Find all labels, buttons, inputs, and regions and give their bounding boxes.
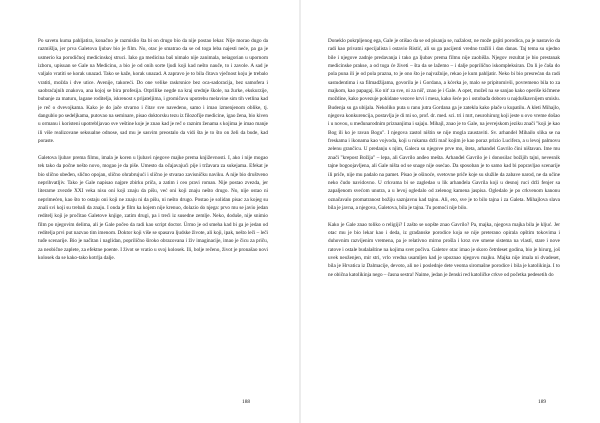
right-paragraph-2: Kako je Gale znao toliko o religiji? I zašto se uopšte znao Gavrilo? Pa, majka, njegova majka bila je kljuć. Jer otac mu je bio lekar kao i deda, iz građanske porodice koja se nije preterano opirala opštim tokovima i duhovnim razvijenim vremena, pa je relativno mirno prošla i kroz sve smene sistema na vlasti, stare i nove ratove i ostale budalaštine na kojima svet počiva. Galetov otac imao je skoro četrdeset godina, bio je hirurg, još uvek neoženjen, mir stri, vrlo vredna usamljen kad je upoznao njegovu majku. Majka nije imala ni dvadeset, bila je Hrvatica iz Dalmacije, devoto, ali ne i poslednje dete veoma siromašne porodice i bila je katolikinja. I to ne obična katolikinja nego – časna sestra! Naime, jedan je ženski red katoličke crkve od početka pedesetih do [328, 221, 560, 278]
left-paragraph-2: Galetova ljubav prema filmu, imala je koren u ljubavi njegove majke prema književnosti. I, ako i nije mogao tek tako da počne nešto novo, mogao je da piše. Umesto da očajavajući pije i tržavara za sukejama. Efekat je bio slično ubeđen, slično opojan, slično ohrabrujući i slično je stvarao zavisničku naviku. A nije bio društveno neprihvatljiv. Tako je Gale napisao najpre zbirku priča, a zatim i ceo pravi roman. Nije postao zvezda, jer literarne zvezde XXI veka nisu oni koji znaju da pišu, već oni koji znaju nešto drugo. No, nije ostao ni neprimećen, kao što to ostaju oni koji ne znaju ni da pišu, ni nešto drugo. Postao je solidan pisac za kojeg su znali svi koji su trebali da znaju. I onda je film ka kojem nije krenuo, dolazio do njega: prvo mu se javio jedan reditelj koji je pročitao Galetove knjige, zatim drugi, pa i treći iz susedne zemlje. Neko, doduše, nije snimio film po njegovim delima, ali je Gale počeo da radi kao script doctor. Ürmo je od smeha kad bi ga je jedan od reditelja prvi put nazvao tim imenom. Doktor koji više se spasava ljudske živote, ali koji, ipak, nešto leči – leči tuđe scenarije. Bio je načitan i naglidan, poprilično široko obrazovana i živ imaginacije, imao je čicu za priču, za neobične zaplete, za efektne poente. I život se vratio u svoj kolosek. Ili, bolje rečeno, život je pronašao novi kolosek da se kako-tako kotrlja dalje. [38, 154, 268, 261]
right-page-body [328, 37, 560, 387]
left-paragraph-1: Po savetu kuma pahljatira, konačno je razmislio šta bi on drugo bio da nije postao lekar. Nije morao dugo da razmišlja, jer prva Galetova ljubav bio je film. No, otac je smatrao da se od toga leba najesti neće, pa ga je usmerio ka porodičnoj medicinskoj struci. Iako ga medicina baš nimalo nije zanimala, neiagorian u upornom izboru, upisuan se Gale na Medicinu, a bio je od onih sorte ljudi koji kad nešto nauče, to i zavole. A sad je valjalo vratiti se korak unazad. Tako se kaže, korak unazad. A zapravo je to bila čitava vječnost koju je trebalo vratiti, možda i dve utice. Avenije, takoreći. Do one velike raskrsnice bez oca-sadoracija, bez samofera i saobraćajnih znakova, ana kojoj se bira profesija. Otprilike negde na kraj srednje škole, na žurke, ekskurzije, bubanje za maturu, lagane roditelja, iskrenost s prijateljima, i gromičavu upotrebu melavine sim tih vetlina kad je reč o dvevojkama. Kako je do jače stvarno i čitav sve navedeno, samo i imao izmenjenom oblike, tj. dangubio po sedeljkama, putovao na seminare, pisao doktorsku tezu iz filozofije medicine, igao žena, bio kiven u ormanu i koristeni upotrebljavao sve veštine koje je znao kad je reč o raznim ženama s kojima je imao manje ili više realizovane seksualne odnose, sad mu je sasvim preostalo da vidi šta je to što on želi da bude, kad poraste. [38, 38, 268, 145]
right-paragraph-1: Doneklo pokrpljenog ega, Gale je otišao da se od pisanja se, nažalost, ne može gajiti porodica, pa je nastavio da radi kao privatni specijalista i ostavio Ristić, ali su ga pacijenti vredno tražili i dan danas. Taj tema su ujedno bile i njegove zadnje predavanja i tako ga ljubav prema filmu nije zaobišla. Njegov rezultat je bio prestanak medicinske prakse, a od toga će živeti – šta da se lažemo – i dalje poprilično iskompleksiran. Da li je čaša do pola puna ili je od pola prazna, to je ono što je najvažnije, rekao je kum pahljatir. Neko bi bio presrećan da radi sastudentima i sa filmadžijama, govorila je i Gordana, a kćerka je, malo se pripitomivši, povremeno bila to za majkom, kao papagaj. Ko nit' za sve, ni za niš', znao je i Gale. A opet, možeš na se sanjao kako operiše kičmene moždine, kako povezuje pokidane vezove krvi i mesa, kako šeće po i ostobađa doboro u najduškavnijem smislu. Budenja su ga ubijala. Nekoliko puta u ranu jutra Gordana ga je zatekla kako plače u kupatilu. A kleti Mihajlo, njegova konkurencija, postavlja je di mi so, prof. dr. med. sci. tri i mrt, neurohirurg koji jeste u ovo vreme došao i u novou, u međunarodnim priznanjima i sajaju. Mihajl, znao je to Gale, na jevrejskom jeziku znači "koji je kao Bog ili ko je ravan Bogu". I njegova zastol ništin se nije mogla zaustaviti. Sv. arhanđel Mihailo slika se na freskama i ikonama kao vojvoda, koji u rukama drži mač kojim je kao poraz prizio Lucifera, a u levoj palmovu zelenu grančicu. U predanju s njim, Galeca su njegove prve mo, šteta, arhanđel Gavrilo čini ništavan. Ime mu znači "krepost Božija" – lepa, ali Gavrilo anđeo mešta. Arhanđel Gavrilo je i donosilac božijih tajni, nevesnik tajne bogoojavljena, ali Gale ništa od se snage nije osećao. Da sposoban je to samo kad bi popravljao scenarije ili priče, nije mu padalo na pamet. Pisao je ošinoće, svetovne priče koje su služile da zabave narod, ne da učine neko čudo navidovno. U crkvama bi se zagledao u lik arhanđela Gavrila koji u desnoj ruci drži fenjer sa zapaljenom svećom unutra, a u levoj ogledalo od zelenog kamena jaspisa. Ogledalo je po crkvenom kanonu označavalo promatranost božiju saznjavnu kad tajnu. Ali, eto, sve je to bilo tajna i za Galeta. Mihajlova slava bila je javna, a njegova, Galetova, bila je tajna. Tu pomoći nije bilo. [328, 38, 560, 211]
right-page [300, 0, 600, 423]
left-page-body [38, 37, 268, 387]
left-page-number: 188 [242, 399, 251, 405]
right-page-number: 189 [538, 399, 547, 405]
